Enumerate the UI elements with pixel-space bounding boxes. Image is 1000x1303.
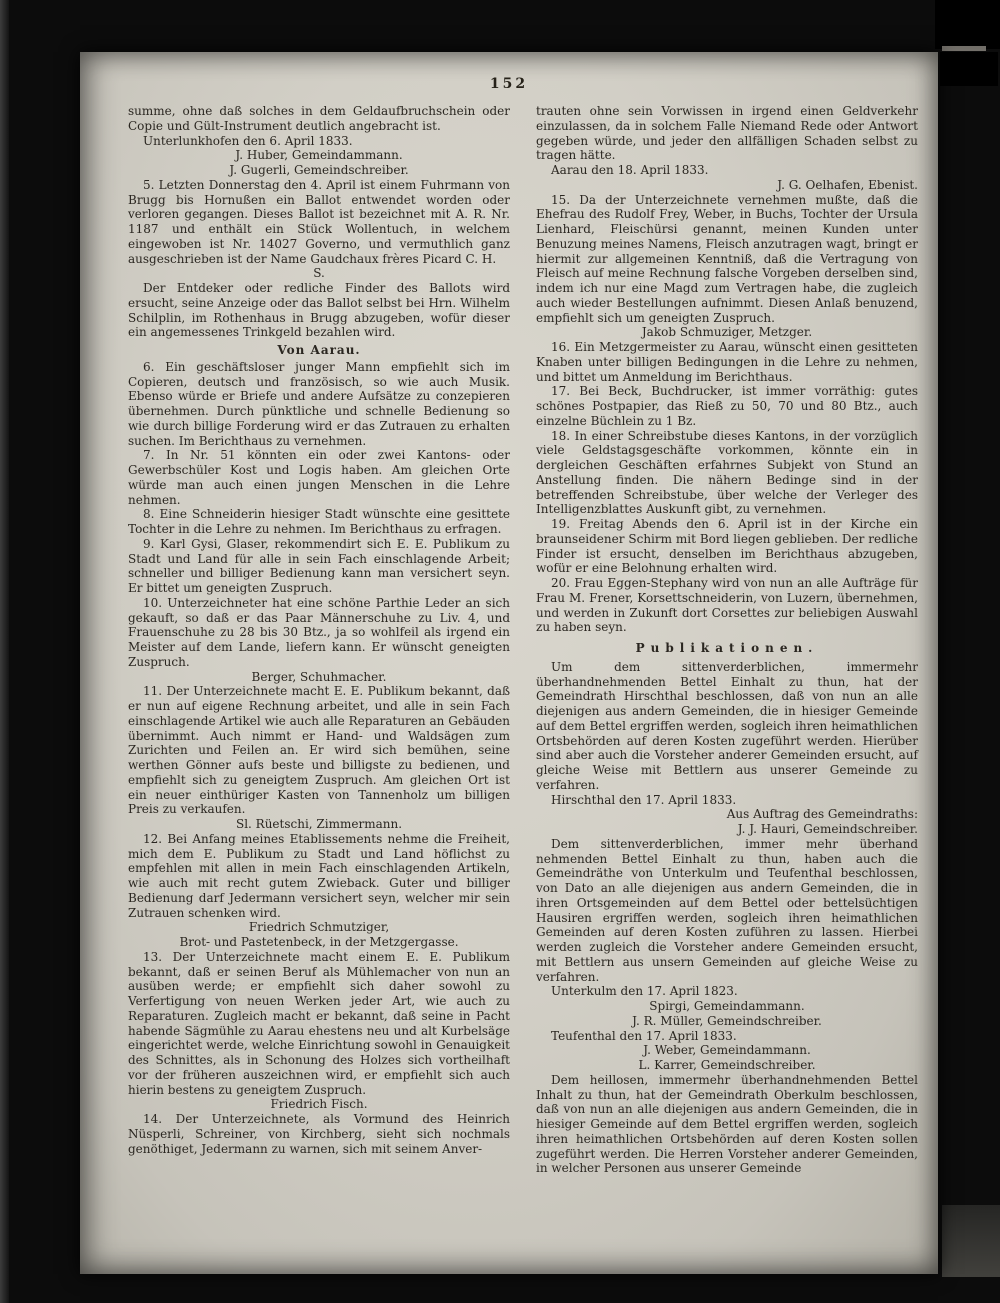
paragraph: Jakob Schmuziger, Metzger. xyxy=(641,325,813,340)
text-columns xyxy=(80,104,938,1176)
left-column xyxy=(128,104,510,1176)
paragraph: Berger, Schuhmacher. xyxy=(251,669,387,684)
paragraph: 18. In einer Schreibstube dieses Kantons, in der vorzüglich viele Geldstagsgeschäfte vorkommen, könnte ein in dergleichen Geschäften erfahrnes Subjekt von Stund an Anstellung finden. Die nähern Bedinge sind in der betreffenden Schreibstube, über welche der Verleger des Intelligenzblattes Auskunft gibt, zu vernehmen. xyxy=(536,428,918,517)
paragraph: Dem sittenverderblichen, immer mehr überhand nehmenden Bettel Einhalt zu thun, haben auch die Gemeindräthe von Unterkulm und Teufenthal beschlossen, von Dato an alle diejenigen aus andern Gemeinden, die in ihren Ortsgemeinden auf dem Bettel oder bettelsüchtigen Hausiren ergriffen werden, sogleich ihren heimathlichen Gemeinden auf deren Kosten zuführen zu lassen. Hierbei werden zugleich die Vorsteher andere Gemeinden ersucht, mit Bettlern aus unsern Gemeinden auf gleiche Weise zu verfahren. xyxy=(536,836,918,984)
paragraph: Spirgi, Gemeindammann. xyxy=(649,999,805,1013)
paragraph: 20. Frau Eggen-Stephany wird von nun an alle Aufträge für Frau M. Frener, Korsettschneiderin, von Luzern, übernehmen, und werden in Zukunft dort Corsettes zur beliebigen Auswahl zu haben seyn. xyxy=(536,576,918,635)
paragraph: 11. Der Unterzeichnete macht E. E. Publikum bekannt, daß er nun auf eigene Rechnung arbeitet, und alle in sein Fach einschlagende Artikel wie auch alle Reparaturen an Gebäuden übernimmt. Auch nimmt er Hand- und Waldsägen zum Zurichten und Feilen an. Er wird sich bemühen, seine werthen Gönner aufs beste und billigste zu bedienen, und empfiehlt sich zu geneigtem Zuspruch. Am gleichen Ort ist ein neuer einthüriger Kasten von Tannenholz um billigen Preis zu verkaufen. xyxy=(128,684,510,817)
paragraph: J. J. Hauri, Gemeindschreiber. xyxy=(737,822,918,836)
scan-corner-artifact-sliver xyxy=(942,46,986,51)
paragraph: Brot- und Pastetenbeck, in der Metzgergasse. xyxy=(179,935,459,949)
scan-corner-artifact-top xyxy=(936,0,1000,48)
paragraph: trauten ohne sein Vorwissen in irgend einen Geldverkehr einzulassen, da in solchem Falle Niemand Rede oder Antwort gegeben würde, und jeder den allfälligen Schaden selbst zu tragen hätte. xyxy=(536,104,918,163)
page-number: 152 xyxy=(489,76,529,92)
paragraph: Von Aarau. xyxy=(277,343,361,357)
scan-edge-artifact-left xyxy=(0,0,9,1303)
paragraph: J. R. Müller, Gemeindschreiber. xyxy=(632,1013,822,1028)
paragraph: 16. Ein Metzgermeister zu Aarau, wünscht einen gesitteten Knaben unter billigen Bedingungen in die Lehre zu nehmen, und bittet um Anmeldung im Berichthaus. xyxy=(536,340,918,384)
paragraph: J. Weber, Gemeindammann. xyxy=(643,1043,811,1058)
paragraph: 8. Eine Schneiderin hiesiger Stadt wünschte eine gesittete Tochter in die Lehre zu nehmen. Im Berichthaus zu erfragen. xyxy=(128,507,510,536)
right-column xyxy=(536,104,918,1176)
paragraph: 7. In Nr. 51 könnten ein oder zwei Kantons- oder Gewerbschüler Kost und Logis haben. Am gleichen Orte würde man auch einen jungen Menschen in die Lehre nehmen. xyxy=(128,448,510,507)
paragraph: Friedrich Fisch. xyxy=(270,1097,368,1112)
scan-corner-artifact-lower xyxy=(940,52,998,86)
paragraph: Um dem sittenverderblichen, immermehr überhandnehmenden Bettel Einhalt zu thun, hat der Gemeindrath Hirschthal beschlossen, daß von nun an alle diejenigen aus andern Gemeinden, die in hiesiger Gemeinde auf dem Bettel ergriffen werden, sogleich ihren heimathlichen Ortsbehörden auf deren Kosten zugeführt werden. Hierüber sind aber auch die Vorsteher anderer Gemeinden ersucht, auf gleiche Weise mit Bettlern aus unserer Gemeinde zu verfahren. xyxy=(536,659,918,792)
paragraph: Sl. Rüetschi, Zimmermann. xyxy=(235,817,403,831)
paragraph: Aus Auftrag des Gemeindraths: xyxy=(726,807,918,822)
paragraph: 6. Ein geschäftsloser junger Mann empfiehlt sich im Copieren, deutsch und französisch, so wie auch Musik. Ebenso würde er Briefe und andere Aufsätze zu conzepieren übernehmen. Durch pünktliche und schnelle Bedienung so wie durch billige Forderung wird er das Zutrauen zu erhalten suchen. Im Berichthaus zu vernehmen. xyxy=(128,359,510,448)
paragraph: Teufenthal den 17. April 1833. xyxy=(551,1028,737,1043)
paragraph: S. xyxy=(313,266,325,281)
paragraph: Unterkulm den 17. April 1823. xyxy=(551,984,738,999)
paragraph: 12. Bei Anfang meines Etablissements nehme die Freiheit, mich dem E. Publikum zu Stadt und Land höflichst zu empfehlen mit allen in mein Fach einschlagenden Artikeln, wie auch mit recht gutem Zwieback. Guter und billiger Bedienung darf Jedermann versichert seyn, welcher mir sein Zutrauen schenken wird. xyxy=(128,831,510,920)
paragraph: Dem heillosen, immermehr überhandnehmenden Bettel Inhalt zu thun, hat der Gemeindrath Oberkulm beschlossen, daß von nun an alle diejenigen aus andern Gemeinden, die in hiesiger Gemeinde auf dem Bettel ergriffen werden, sogleich ihren heimathlichen Ortsbehörden auf deren Kosten sollen zugeführt werden. Die Herren Vorsteher anderer Gemeinden, in welcher Personen aus unserer Gemeinde xyxy=(536,1072,918,1176)
paragraph: 14. Der Unterzeichnete, als Vormund des Heinrich Nüsperli, Schreiner, von Kirchberg, sieht sich nochmals genöthiget, Jedermann zu warnen, sich mit seinem Anver- xyxy=(128,1112,510,1156)
paragraph: Aarau den 18. April 1833. xyxy=(551,163,709,177)
scan-corner-artifact-bottom xyxy=(942,1205,1000,1277)
paragraph: 9. Karl Gysi, Glaser, rekommendirt sich E. E. Publikum zu Stadt und Land für alle in sein Fach einschlagende Arbeit; schneller und billiger Bedienung kann man versichert seyn. Er bittet um geneigten Zuspruch. xyxy=(128,536,510,595)
paragraph: Publikationen. xyxy=(635,641,819,655)
paragraph: summe, ohne daß solches in dem Geldaufbruchschein oder Copie und Gült-Instrument deutlich angebracht ist. xyxy=(128,104,510,133)
paragraph: Der Entdeker oder redliche Finder des Ballots wird ersucht, seine Anzeige oder das Ballot selbst bei Hrn. Wilhelm Schilplin, im Rothenhaus in Brugg abzugeben, wofür dieser ein angemessenes Trinkgeld bezahlen wird. xyxy=(128,281,510,340)
paragraph: J. Huber, Gemeindammann. xyxy=(235,148,403,163)
paragraph: Hirschthal den 17. April 1833. xyxy=(551,792,737,807)
paragraph: 15. Da der Unterzeichnete vernehmen mußte, daß die Ehefrau des Rudolf Frey, Weber, in Buchs, Tochter der Ursula Lienhard, Fleischürsi genannt, meinen Kunden unter Benuzung meines Namens, Fleisch anzutragen wagt, bringt er hiermit zur allgemeinen Kenntniß, daß die Vertragung von Fleisch auf meine Rechnung falsche Vorgeben derselben sind, indem ich nur eine Magd zum Vertragen habe, die zugleich auch wieder Bestellungen aufnimmt. Diesen Anlaß benuzend, empfiehlt sich um geneigten Zuspruch. xyxy=(536,192,918,325)
paragraph: Friedrich Schmutziger, xyxy=(248,920,390,935)
paragraph: 13. Der Unterzeichnete macht einem E. E. Publikum bekannt, daß er seinen Beruf als Mühlemacher von nun an ausüben werde; er empfiehlt sich daher sowohl zu Verfertigung von neuen Werken jeder Art, wie auch zu Reparaturen. Zugleich macht er bekannt, daß seine in Pacht habende Sägmühle zu Aarau ehestens neu und alt Kurbelsäge eingerichtet werde, welche Einrichtung sowohl in Genauigkeit des Schnittes, als in Schonung des Holzes sich vortheilhaft vor der früheren auszeichnen wird, er empfiehlt sich auch hierin bestens zu geneigtem Zuspruch. xyxy=(128,949,510,1097)
paragraph: 5. Letzten Donnerstag den 4. April ist einem Fuhrmann von Brugg bis Hornußen ein Ballot entwendet worden oder verloren gegangen. Dieses Ballot ist bezeichnet mit A. R. Nr. 1187 und enthält ein Stück Wollentuch, in welchem eingewoben ist Nr. 14027 Governo, und vermuthlich ganz ausgeschrieben ist der Name Gaudchaux frères Picard C. H. xyxy=(128,177,510,266)
paragraph: 19. Freitag Abends den 6. April ist in der Kirche ein braunseidener Schirm mit Bord liegen geblieben. Der redliche Finder ist ersucht, denselben im Berichthaus abzugeben, wofür er eine Belohnung erhalten wird. xyxy=(536,517,918,576)
scanned-newspaper-page xyxy=(80,52,938,1274)
paragraph: 10. Unterzeichneter hat eine schöne Parthie Leder an sich gekauft, so daß er das Paar Männerschuhe zu Liv. 4, und Frauenschuhe zu 28 bis 30 Btz., ja so wohlfeil als irgend ein Meister auf dem Lande, liefern kann. Er wünscht geneigten Zuspruch. xyxy=(128,595,510,669)
paragraph: Unterlunkhofen den 6. April 1833. xyxy=(143,133,353,148)
paragraph: J. G. Oelhafen, Ebenist. xyxy=(777,177,918,192)
paragraph: J. Gugerli, Gemeindschreiber. xyxy=(229,163,409,177)
paragraph: 17. Bei Beck, Buchdrucker, ist immer vorräthig: gutes schönes Postpapier, das Rieß zu 50, 70 und 80 Btz., auch einzelne Büchlein zu 1 Bz. xyxy=(536,384,918,428)
paragraph: L. Karrer, Gemeindschreiber. xyxy=(638,1058,816,1072)
